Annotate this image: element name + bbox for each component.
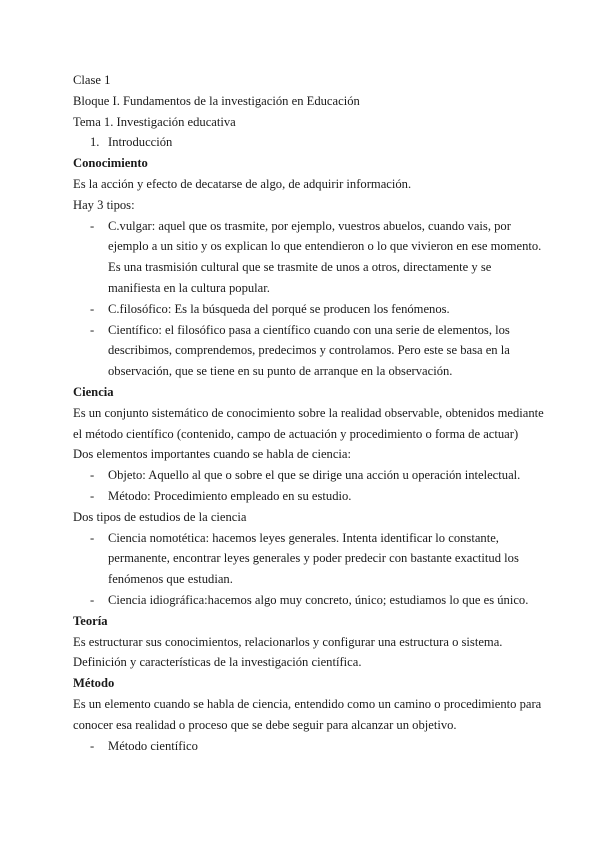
list-item — [73, 299, 533, 320]
list-item-line: describimos, comprendemos, predecimos y controlamos. Pero este se basa en la — [108, 343, 510, 358]
list-text: Introducción — [108, 135, 173, 150]
list-item-line: Es una trasmisión cultural que se trasmite de unos a otros, directamente y se — [108, 260, 492, 275]
paragraph: Es la acción y efecto de decatarse de algo, de adquirir información. — [73, 176, 412, 191]
list-number: 1. — [90, 135, 100, 150]
list-item — [73, 486, 533, 507]
list-item-line: observación, que se tiene en su punto de arranque en la observación. — [108, 364, 453, 379]
dash-bullet: - — [90, 301, 95, 316]
heading-conocimiento: Conocimiento — [73, 156, 148, 171]
list-item — [73, 320, 533, 382]
list-item-text — [108, 299, 533, 320]
bullet-list-ciencia — [73, 465, 533, 507]
list-item-text — [108, 486, 533, 507]
list-item-text — [108, 320, 533, 382]
paragraph: Dos elementos importantes cuando se habla de ciencia: — [73, 447, 352, 462]
list-item-line: Método: Procedimiento empleado en su estudio. — [108, 488, 352, 503]
list-item-line: permanente, encontrar leyes generales y poder predecir con bastante exactitud los — [108, 551, 519, 566]
dash-bullet: - — [90, 488, 95, 503]
list-item — [73, 736, 533, 757]
list-item-line: Método científico — [108, 738, 198, 753]
numbered-item-introduction — [73, 132, 533, 153]
paragraph: Es estructurar sus conocimientos, relacionarlos y configurar una estructura o sistema. — [73, 634, 503, 649]
list-item — [73, 590, 533, 611]
list-item — [73, 216, 542, 299]
list-item-text — [108, 216, 541, 299]
block-title: Bloque I. Fundamentos de la investigación en Educación — [73, 93, 360, 108]
dash-bullet: - — [90, 738, 95, 753]
list-item-line: Ciencia idiográfica:hacemos algo muy concreto, único; estudiamos lo que es único. — [108, 592, 529, 607]
dash-bullet: - — [90, 322, 95, 337]
list-item-line: fenómenos que estudian. — [108, 572, 233, 587]
document-page — [73, 70, 544, 756]
bullet-list-ciencia-tipos — [73, 528, 533, 611]
class-title: Clase 1 — [73, 73, 111, 87]
heading-metodo: Método — [73, 676, 115, 691]
heading-ciencia: Ciencia — [73, 384, 114, 399]
paragraph: Es un conjunto sistemático de conocimiento sobre la realidad observable, obtenidos mediante — [73, 405, 544, 420]
list-item — [73, 465, 533, 486]
list-item — [73, 528, 533, 590]
topic-title: Tema 1. Investigación educativa — [73, 114, 236, 129]
list-item-line: C.filosófico: Es la búsqueda del porqué se producen los fenómenos. — [108, 301, 450, 316]
paragraph: Dos tipos de estudios de la ciencia — [73, 509, 247, 524]
bullet-list-conocimiento — [73, 216, 542, 382]
heading-teoria: Teoría — [73, 613, 108, 628]
list-item-line: Científico: el filosófico pasa a científico cuando con una serie de elementos, los — [108, 322, 510, 337]
dash-bullet: - — [90, 530, 95, 545]
list-item-text — [108, 736, 533, 757]
dash-bullet: - — [90, 592, 95, 607]
bullet-list-metodo — [73, 736, 533, 757]
dash-bullet: - — [90, 218, 95, 233]
dash-bullet: - — [90, 468, 95, 483]
paragraph: el método científico (contenido, campo de actuación y procedimiento o forma de actuar) — [73, 426, 519, 441]
paragraph: Definición y características de la investigación científica. — [73, 655, 362, 670]
list-item-line: manifiesta en la cultura popular. — [108, 280, 270, 295]
list-item-text — [108, 465, 533, 486]
paragraph: conocer esa realidad o proceso que se debe seguir para alcanzar un objetivo. — [73, 717, 457, 732]
list-item-line: C.vulgar: aquel que os trasmite, por ejemplo, vuestros abuelos, cuando vais, por — [108, 218, 511, 233]
list-item-text — [108, 590, 533, 611]
paragraph: Hay 3 tipos: — [73, 197, 135, 212]
paragraph: Es un elemento cuando se habla de ciencia, entendido como un camino o procedimiento para — [73, 696, 542, 711]
list-item-line: ejemplo a un sitio y os explican lo que entendieron o lo que vivieron en ese momento. — [108, 239, 542, 254]
list-item-text — [108, 528, 533, 590]
list-item-line: Ciencia nomotética: hacemos leyes generales. Intenta identificar lo constante, — [108, 530, 499, 545]
list-item-line: Objeto: Aquello al que o sobre el que se dirige una acción u operación intelectual. — [108, 468, 521, 483]
